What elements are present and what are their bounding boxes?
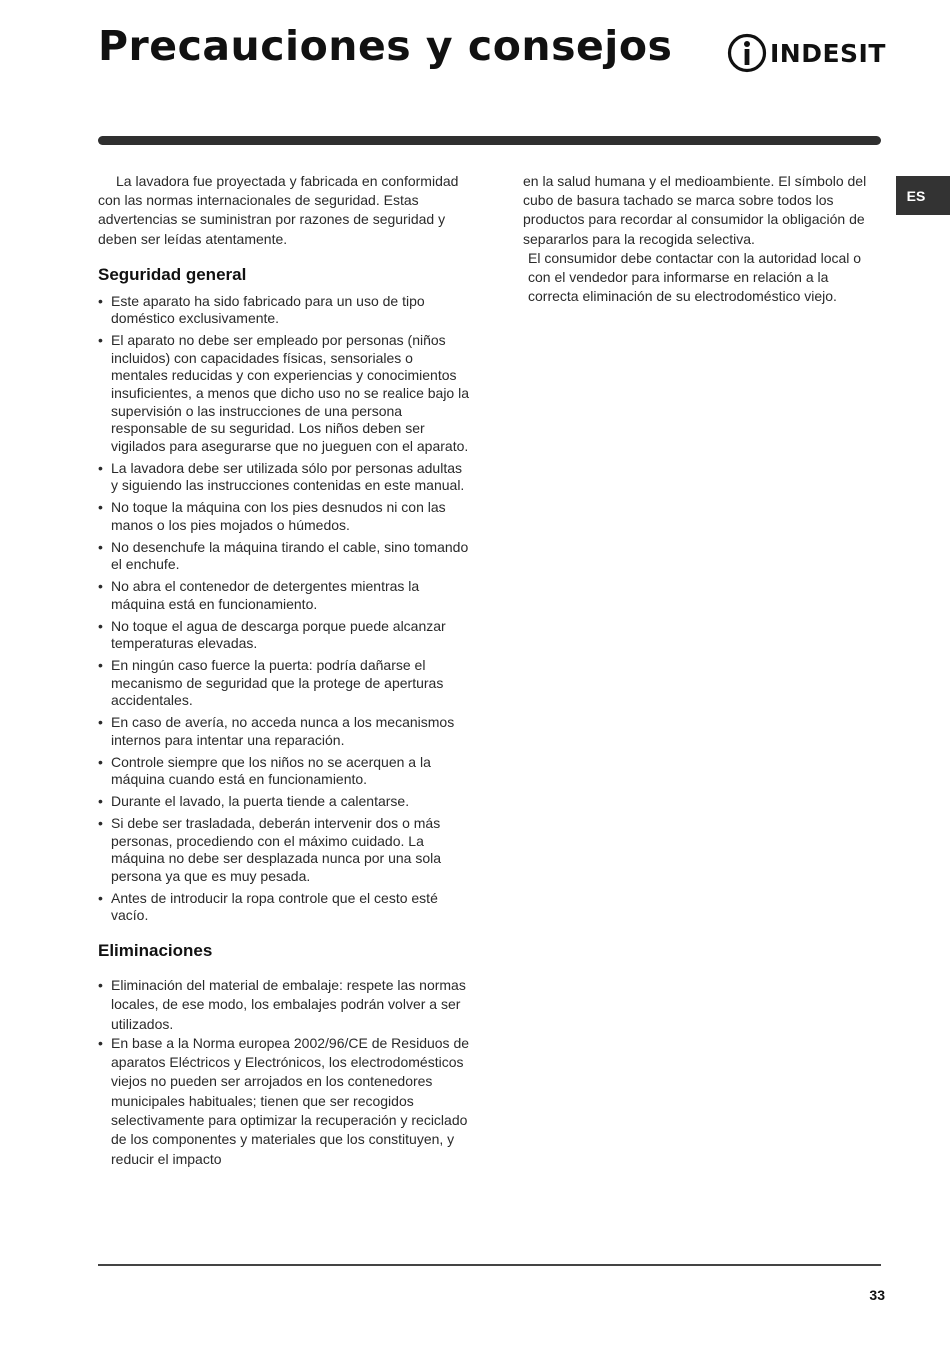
bullet-icon: • [98, 889, 103, 906]
list-item-text: No toque la máquina con los pies desnudos ni con las manos o los pies mojados o húmedos. [111, 499, 446, 533]
list-item [98, 618, 470, 653]
list-item [98, 815, 470, 885]
bullet-icon: • [98, 657, 103, 674]
left-column [98, 172, 470, 1169]
brand-logo [727, 33, 886, 73]
list-item-text: Durante el lavado, la puerta tiende a calentarse. [111, 793, 410, 810]
eliminaciones-list [98, 976, 470, 1169]
list-item-text: Si debe ser trasladada, deberán intervenir dos o más personas, procediendo con el máximo cuidado. La máquina no debe ser desplazada nunca por una sola persona ya que es muy pesada. [111, 815, 442, 884]
footer-divider [98, 1264, 881, 1266]
seguridad-list [98, 293, 470, 925]
list-item-text: No desenchufe la máquina tirando el cable, sino tomando el enchufe. [111, 538, 469, 573]
list-item [98, 539, 470, 574]
list-item-text: En caso de avería, no acceda nunca a los mecanismos internos para intentar una reparación. [111, 714, 455, 748]
list-item-text: Este aparato ha sido fabricado para un uso de tipo doméstico exclusivamente. [111, 292, 425, 327]
list-item [98, 332, 470, 455]
brand-name: INDESIT [770, 38, 886, 68]
list-item [98, 793, 470, 811]
bullet-icon: • [98, 753, 103, 770]
bullet-icon: • [98, 459, 103, 476]
list-item [98, 754, 470, 789]
list-item-text: En base a la Norma europea 2002/96/CE de Residuos de aparatos Eléctricos y Electrónicos, los electrodomésticos viejos no pueden ser arrojados en los contenedores municipales habituales; tienen que ser recogidos selectivamente para optimizar la recuperación y reciclado de los componentes y materiales que los constituyen, y reducir el impacto [111, 1034, 470, 1167]
right-paragraph-1: en la salud humana y el medioambiente. El símbolo del cubo de basura tachado se marca sobre todos los productos para recordar al consumidor la obligación de separarlos para la recogida selectiva. [523, 173, 867, 247]
list-item [98, 890, 470, 925]
list-item-text: Controle siempre que los niños no se acerquen a la máquina cuando está en funcionamiento. [111, 753, 431, 788]
intro-paragraph: La lavadora fue proyectada y fabricada en conformidad con las normas internacionales de seguridad. Estas advertencias se suministran por razones de seguridad y deben ser leídas atentamente. [98, 173, 459, 247]
list-item [98, 460, 470, 495]
list-item [98, 714, 470, 749]
bullet-icon: • [98, 815, 103, 832]
bullet-icon: • [98, 976, 103, 993]
bullet-icon: • [98, 1034, 103, 1051]
list-item [98, 657, 470, 710]
bullet-icon: • [98, 714, 103, 731]
list-item-text: Eliminación del material de embalaje: respete las normas locales, de ese modo, los embalajes podrán volver a ser utilizados. [111, 976, 466, 1032]
bullet-icon: • [98, 332, 103, 349]
page-number: 33 [869, 1287, 885, 1303]
section-heading-seguridad: Seguridad general [98, 264, 247, 284]
list-item-text: La lavadora debe ser utilizada sólo por personas adultas y siguiendo las instrucciones contenidas en este manual. [111, 459, 465, 494]
list-item [98, 499, 470, 534]
bullet-icon: • [98, 292, 103, 309]
section-heading-eliminaciones: Eliminaciones [98, 940, 213, 960]
bullet-icon: • [98, 499, 103, 516]
list-item [98, 578, 470, 613]
language-tab: ES [896, 176, 950, 215]
list-item [98, 1034, 470, 1169]
list-item [98, 293, 470, 328]
bullet-icon: • [98, 538, 103, 555]
bullet-icon: • [98, 793, 103, 810]
header-divider [98, 136, 881, 145]
list-item [98, 976, 470, 1034]
bullet-icon: • [98, 617, 103, 634]
list-item-text: El aparato no debe ser empleado por personas (niños incluidos) con capacidades físicas, sensoriales o mentales reducidas y con experiencias y conocimientos insuficientes, a menos que dicho uso no se realice bajo la supervisión o las instrucciones de una persona responsable de su seguridad. Los niños deben ser vigilados para asegurarse que no jueguen con el aparato. [111, 332, 469, 454]
list-item-text: No abra el contenedor de detergentes mientras la máquina está en funcionamiento. [111, 578, 420, 612]
right-paragraph-2: El consumidor debe contactar con la autoridad local o con el vendedor para informarse en relación a la correcta eliminación de su electrodoméstico viejo. [528, 249, 862, 305]
indesit-i-icon [727, 33, 767, 73]
right-column [523, 172, 881, 306]
page-title: Precauciones y consejos [98, 22, 673, 70]
list-item-text: Antes de introducir la ropa controle que el cesto esté vacío. [111, 889, 438, 924]
list-item-text: No toque el agua de descarga porque puede alcanzar temperaturas elevadas. [111, 617, 446, 652]
list-item-text: En ningún caso fuerce la puerta: podría dañarse el mecanismo de seguridad que la protege de aperturas accidentales. [111, 657, 444, 709]
bullet-icon: • [98, 578, 103, 595]
